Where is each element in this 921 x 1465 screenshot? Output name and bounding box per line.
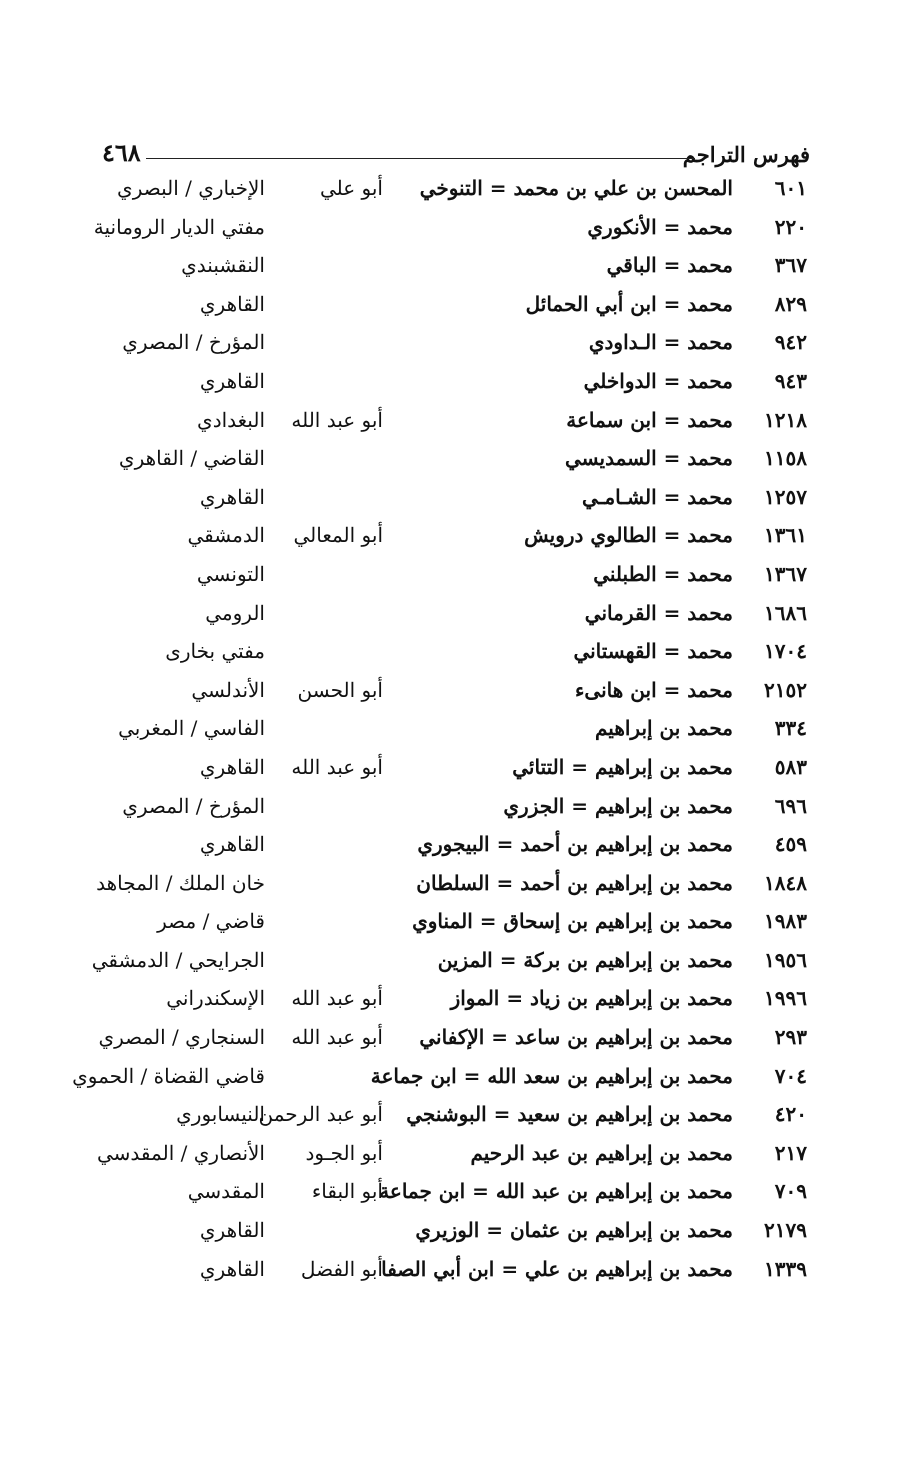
entry-name: محمد بن إبراهيم بن بركة = المزين: [437, 947, 733, 972]
entry-name: محمد = ابن أبي الحمائل: [525, 291, 733, 316]
entry-nisba: السنجاري / المصري: [98, 1025, 265, 1050]
index-entry: [0, 322, 921, 361]
entry-nisba: القاهري: [199, 368, 265, 393]
entry-nisba: الإخباري / البصري: [117, 176, 265, 200]
index-entry: [0, 1056, 921, 1095]
entry-number: ٩٤٢: [774, 330, 807, 355]
entry-kunya: أبو البقاء: [311, 1179, 383, 1204]
entry-kunya: أبو الحسن: [297, 677, 383, 702]
entry-nisba: الدمشقي: [187, 523, 265, 548]
page-number: ٤٦٨: [102, 138, 141, 167]
entry-name: محمد = القرماني: [584, 600, 733, 625]
entry-number: ٧٠٤: [774, 1063, 807, 1088]
entry-number: ٣٣٤: [774, 716, 807, 741]
entry-kunya: أبو علي: [319, 176, 383, 200]
entry-kunya: أبو المعالي: [293, 523, 383, 548]
entry-nisba: القاهري: [199, 1218, 265, 1243]
entry-name: المحسن بن علي بن محمد = التنوخي: [419, 176, 733, 200]
entry-name: محمد = القهستاني: [573, 639, 733, 664]
entry-name: محمد بن إبراهيم بن ساعد = الإكفاني: [419, 1025, 733, 1050]
entry-nisba: التونسي: [196, 561, 265, 586]
entry-nisba: قاضي / مصر: [157, 909, 265, 934]
entry-number: ٥٨٣: [774, 754, 807, 779]
entry-nisba: المؤرخ / المصري: [122, 793, 265, 818]
index-entry: [0, 901, 921, 940]
index-entry: [0, 747, 921, 786]
index-entry: [0, 708, 921, 747]
entry-nisba: قاضي القضاة / الحموي: [72, 1063, 265, 1088]
entry-number: ٢٩٣: [774, 1025, 807, 1050]
entry-kunya: أبو عبد الله: [291, 986, 383, 1011]
entry-name: محمد بن إبراهيم بن أحمد = السلطان: [416, 870, 733, 895]
entry-number: ٢١٧: [774, 1140, 807, 1165]
section-title: فهرس التراجم: [682, 142, 810, 167]
entry-number: ٢١٥٢: [764, 677, 807, 702]
entry-nisba: النقشبندي: [181, 253, 265, 278]
entry-nisba: الجرايحي / الدمشقي: [91, 947, 265, 972]
index-entry: [0, 1249, 921, 1288]
entry-nisba: مفتي الديار الرومانية: [93, 214, 265, 239]
entry-kunya: أبو الفضل: [300, 1256, 383, 1281]
entry-name: محمد بن إبراهيم بن عبد الرحيم: [470, 1140, 733, 1165]
entry-name: محمد بن إبراهيم بن عثمان = الوزيري: [415, 1218, 733, 1243]
entry-name: محمد = الـداودي: [588, 330, 733, 355]
index-entry: [0, 824, 921, 863]
index-entry: [0, 1017, 921, 1056]
entry-nisba: الإسكندراني: [166, 986, 265, 1011]
index-entry: [0, 1210, 921, 1249]
index-entry: [0, 515, 921, 554]
entry-name: محمد = ابن سماعة: [566, 407, 733, 432]
entry-number: ١٣٦١: [764, 523, 807, 548]
entry-nisba: القاهري: [199, 832, 265, 857]
entry-number: ٩٤٣: [774, 368, 807, 393]
entry-name: محمد = ابن هانىء: [575, 677, 733, 702]
entry-nisba: الأندلسي: [191, 677, 265, 702]
index-entry: [0, 1133, 921, 1172]
index-entry: [0, 284, 921, 323]
index-entry: [0, 207, 921, 246]
entry-name: محمد بن إبراهيم بن إسحاق = المناوي: [412, 909, 733, 934]
entry-kunya: أبو عبد الله: [291, 407, 383, 432]
index-entry: [0, 438, 921, 477]
entry-name: محمد بن إبراهيم بن سعد الله = ابن جماعة: [370, 1063, 733, 1088]
entry-nisba: المقدسي: [187, 1179, 265, 1204]
index-entry: [0, 940, 921, 979]
entry-number: ٦٠١: [774, 176, 807, 200]
entry-name: محمد = الشـامـي: [581, 484, 733, 509]
index-entry: [0, 245, 921, 284]
entry-name: محمد = الدواخلي: [583, 368, 733, 393]
entry-number: ٢٢٠: [774, 214, 807, 239]
entry-kunya: أبو عبد الرحمن: [258, 1102, 383, 1127]
entry-number: ١٨٤٨: [764, 870, 807, 895]
entry-kunya: أبو الجـود: [305, 1140, 383, 1165]
index-entry: [0, 168, 921, 207]
entry-number: ١٣٣٩: [764, 1256, 807, 1281]
index-entry: [0, 786, 921, 825]
entry-name: محمد = الباقي: [606, 253, 733, 278]
entry-name: محمد بن إبراهيم بن عبد الله = ابن جماعة: [379, 1179, 733, 1204]
entry-number: ١٦٨٦: [764, 600, 807, 625]
index-entry: [0, 554, 921, 593]
entry-nisba: القاضي / القاهري: [118, 446, 265, 471]
index-entry: [0, 361, 921, 400]
entry-name: محمد بن إبراهيم = التتائي: [512, 754, 733, 779]
index-entry: [0, 670, 921, 709]
entry-name: محمد = الأنكوري: [587, 214, 733, 239]
index-entry: [0, 400, 921, 439]
entry-nisba: خان الملك / المجاهد: [96, 870, 265, 895]
index-entry: [0, 477, 921, 516]
entry-nisba: القاهري: [199, 754, 265, 779]
entry-name: محمد بن إبراهيم: [594, 716, 733, 741]
index-entry: [0, 1094, 921, 1133]
entry-name: محمد بن إبراهيم بن علي = ابن أبي الصفا: [381, 1256, 733, 1281]
entry-nisba: المؤرخ / المصري: [122, 330, 265, 355]
index-entry: [0, 1171, 921, 1210]
biography-index: [0, 168, 921, 1287]
entry-nisba: الرومي: [205, 600, 265, 625]
entry-number: ٣٦٧: [774, 253, 807, 278]
index-entry: [0, 978, 921, 1017]
entry-kunya: أبو عبد الله: [291, 1025, 383, 1050]
entry-number: ٤٢٠: [774, 1102, 807, 1127]
index-entry: [0, 593, 921, 632]
entry-number: ١٩٩٦: [764, 986, 807, 1011]
entry-nisba: الأنصاري / المقدسي: [97, 1140, 265, 1165]
entry-name: محمد بن إبراهيم بن سعيد = البوشنجي: [406, 1102, 733, 1127]
entry-nisba: القاهري: [199, 1256, 265, 1281]
entry-number: ١١٥٨: [764, 446, 807, 471]
entry-number: ٨٢٩: [774, 291, 807, 316]
entry-nisba: القاهري: [199, 291, 265, 316]
entry-number: ١٩٨٣: [764, 909, 807, 934]
entry-number: ٦٩٦: [774, 793, 807, 818]
entry-nisba: مفتي بخارى: [165, 639, 265, 664]
entry-number: ٤٥٩: [774, 832, 807, 857]
header-rule: [146, 158, 695, 159]
entry-number: ١٧٠٤: [764, 639, 807, 664]
entry-number: ٧٠٩: [774, 1179, 807, 1204]
index-entry: [0, 863, 921, 902]
entry-kunya: أبو عبد الله: [291, 754, 383, 779]
entry-name: محمد = السمديسي: [565, 446, 733, 471]
entry-nisba: النيسابوري: [176, 1102, 265, 1127]
entry-name: محمد بن إبراهيم بن زياد = المواز: [450, 986, 733, 1011]
entry-nisba: البغدادي: [197, 407, 265, 432]
entry-number: ١٩٥٦: [764, 947, 807, 972]
entry-name: محمد بن إبراهيم بن أحمد = البيجوري: [417, 832, 733, 857]
entry-name: محمد بن إبراهيم = الجزري: [503, 793, 733, 818]
entry-number: ١٢١٨: [764, 407, 807, 432]
entry-name: محمد = الطبلني: [593, 561, 733, 586]
entry-number: ١٢٥٧: [764, 484, 807, 509]
index-entry: [0, 631, 921, 670]
entry-nisba: الفاسي / المغربي: [118, 716, 265, 741]
entry-name: محمد = الطالوي درويش: [524, 523, 733, 548]
entry-number: ٢١٧٩: [764, 1218, 807, 1243]
entry-nisba: القاهري: [199, 484, 265, 509]
entry-number: ١٣٦٧: [764, 561, 807, 586]
